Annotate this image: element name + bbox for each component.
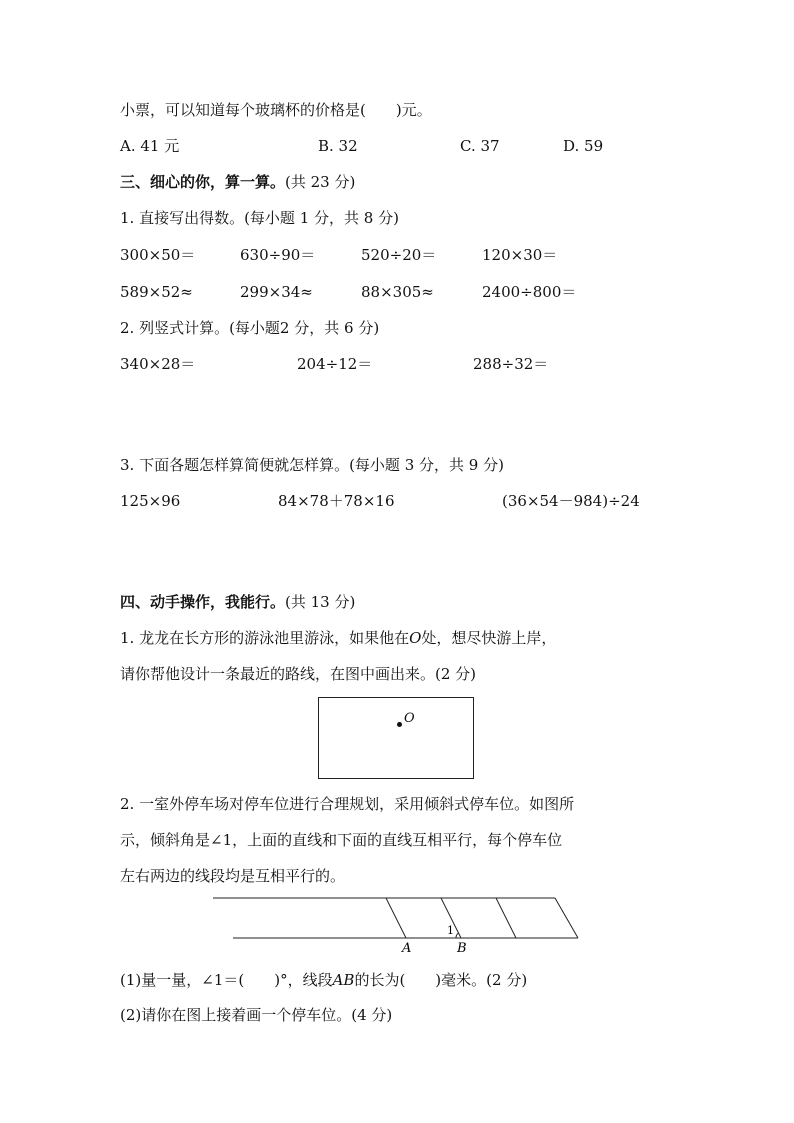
simplify-item: (36×54－984)÷24 <box>502 492 640 510</box>
measure-text-b: )°，线段 <box>274 971 333 989</box>
point-o-variable: O <box>409 629 422 647</box>
point-a-label: A <box>402 941 412 956</box>
vertical-calc-item: 340×28＝ <box>120 355 196 373</box>
pool-question-text-b: 处，想尽快游上岸， <box>421 629 557 647</box>
parking-space-side <box>555 898 578 938</box>
parking-question-line-3: 左右两边的线段均是互相平行的。 <box>120 867 346 885</box>
calc-item: 630÷90＝ <box>240 246 316 264</box>
section-4-score: (共 13 分) <box>285 593 356 611</box>
angle-1-label: 1 <box>447 924 454 937</box>
vertical-calc-item: 204÷12＝ <box>297 355 373 373</box>
point-b-label: B <box>457 941 467 956</box>
simplify-item: 84×78＋78×16 <box>278 492 395 510</box>
option-b: B. 32 <box>318 137 358 155</box>
measure-text-c: 的长为( <box>354 971 406 989</box>
measure-text-a: (1)量一量，∠1＝( <box>120 971 245 989</box>
measure-text-d: )毫米。(2 分) <box>435 971 528 989</box>
segment-ab-variable: AB <box>332 971 355 989</box>
option-d: D. 59 <box>563 137 604 155</box>
question-stem-end: )元。 <box>395 101 432 119</box>
angle-1-arc <box>456 933 459 938</box>
estimate-item: 299×34≈ <box>240 283 313 301</box>
vertical-calc-item: 288÷32＝ <box>473 355 549 373</box>
section-3-title: 三、细心的你，算一算。 <box>120 173 286 191</box>
calc-item: 120×30＝ <box>482 246 558 264</box>
pool-question-line-2: 请你帮他设计一条最近的路线，在图中画出来。(2 分) <box>120 665 477 683</box>
question-stem-text: 小票，可以知道每个玻璃杯的价格是( <box>120 101 366 119</box>
part-3-title: 3. 下面各题怎样算简便就怎样算。(每小题 3 分，共 9 分) <box>120 456 504 474</box>
parking-question-line-1: 2. 一室外停车场对停车位进行合理规划，采用倾斜式停车位。如图所 <box>120 795 575 813</box>
option-c: C. 37 <box>460 137 500 155</box>
simplify-item: 125×96 <box>120 492 181 510</box>
point-o-label: O <box>404 711 415 726</box>
section-3-score: (共 23 分) <box>285 173 356 191</box>
measure-question <box>120 970 527 990</box>
calc-item: 300×50＝ <box>120 246 196 264</box>
parking-question-line-2: 示，倾斜角是∠1，上面的直线和下面的直线互相平行，每个停车位 <box>120 831 563 849</box>
parking-space-side <box>496 898 516 938</box>
part-1-title: 1. 直接写出得数。(每小题 1 分，共 8 分) <box>120 209 399 227</box>
draw-parking-question: (2)请你在图上接着画一个停车位。(4 分) <box>120 1006 393 1024</box>
section-4-title: 四、动手操作，我能行。 <box>120 593 286 611</box>
calc-item: 2400÷800＝ <box>482 283 577 301</box>
option-a: A. 41 元 <box>120 137 180 155</box>
estimate-item: 589×52≈ <box>120 283 193 301</box>
estimate-item: 88×305≈ <box>361 283 434 301</box>
calc-item: 520÷20＝ <box>361 246 437 264</box>
part-2-title: 2. 列竖式计算。(每小题2 分，共 6 分) <box>120 319 380 337</box>
parking-space-side <box>386 898 406 938</box>
pool-question-text-a: 1. 龙龙在长方形的游泳池里游泳，如果他在 <box>120 629 410 647</box>
